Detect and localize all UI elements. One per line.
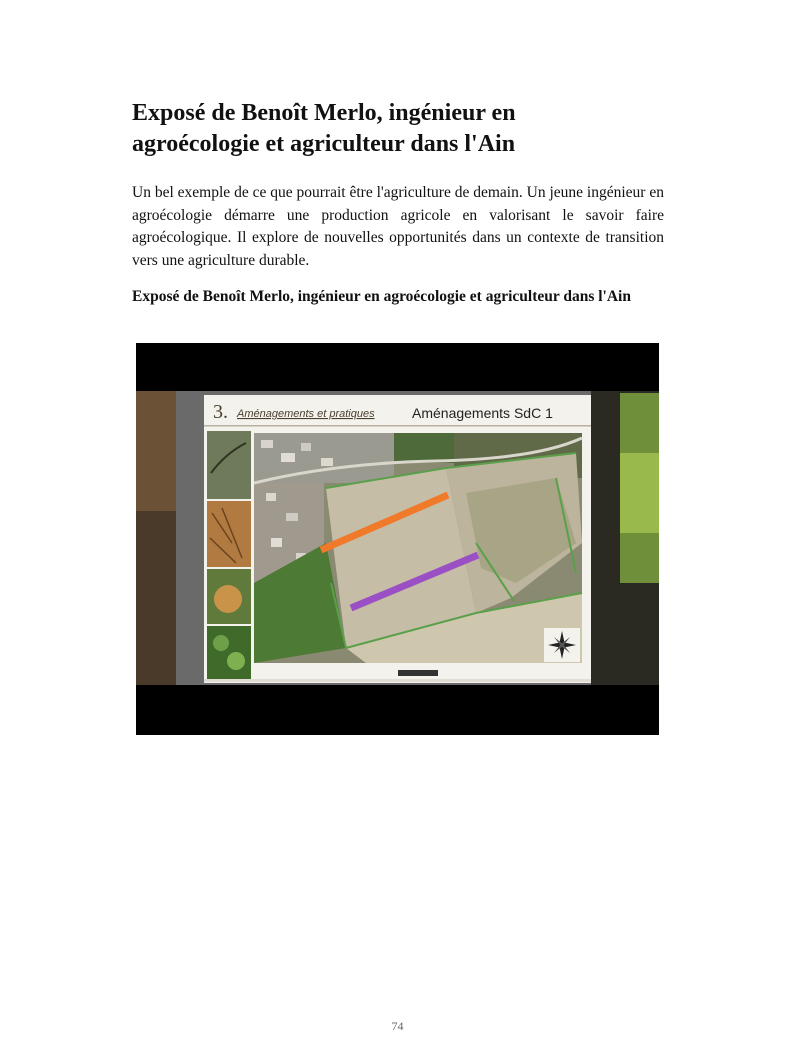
slide-title: Aménagements SdC 1 — [412, 405, 553, 421]
title-line-1: Exposé de Benoît Merlo, ingénieur en — [132, 100, 516, 126]
slide-section-label: Aménagements et pratiques — [237, 408, 375, 420]
page-number: 74 — [391, 1019, 404, 1033]
slide-photo-4 — [207, 626, 251, 680]
video-heading: Exposé de Benoît Merlo, ingénieur en agroécologie et agriculteur dans l'Ain — [132, 288, 631, 305]
slide-photo-1 — [207, 431, 251, 499]
video-still — [136, 343, 659, 735]
slide-section-number: 3. — [213, 401, 228, 423]
page-title — [132, 98, 692, 160]
title-line-2: agroécologie et agriculteur dans l'Ain — [132, 131, 516, 157]
slide-footer-mark — [398, 670, 438, 676]
video-frame[interactable] — [136, 343, 659, 735]
intro-paragraph: Un bel exemple de ce que pourrait être l'agriculture de demain. Un jeune ingénieur en agroécologie démarre une production agricole en valorisant le savoir faire agroécologique. Il explore de nouvelles opportunités dans un contexte de transition vers une agriculture durable. — [132, 184, 664, 269]
aerial-map — [254, 433, 582, 663]
